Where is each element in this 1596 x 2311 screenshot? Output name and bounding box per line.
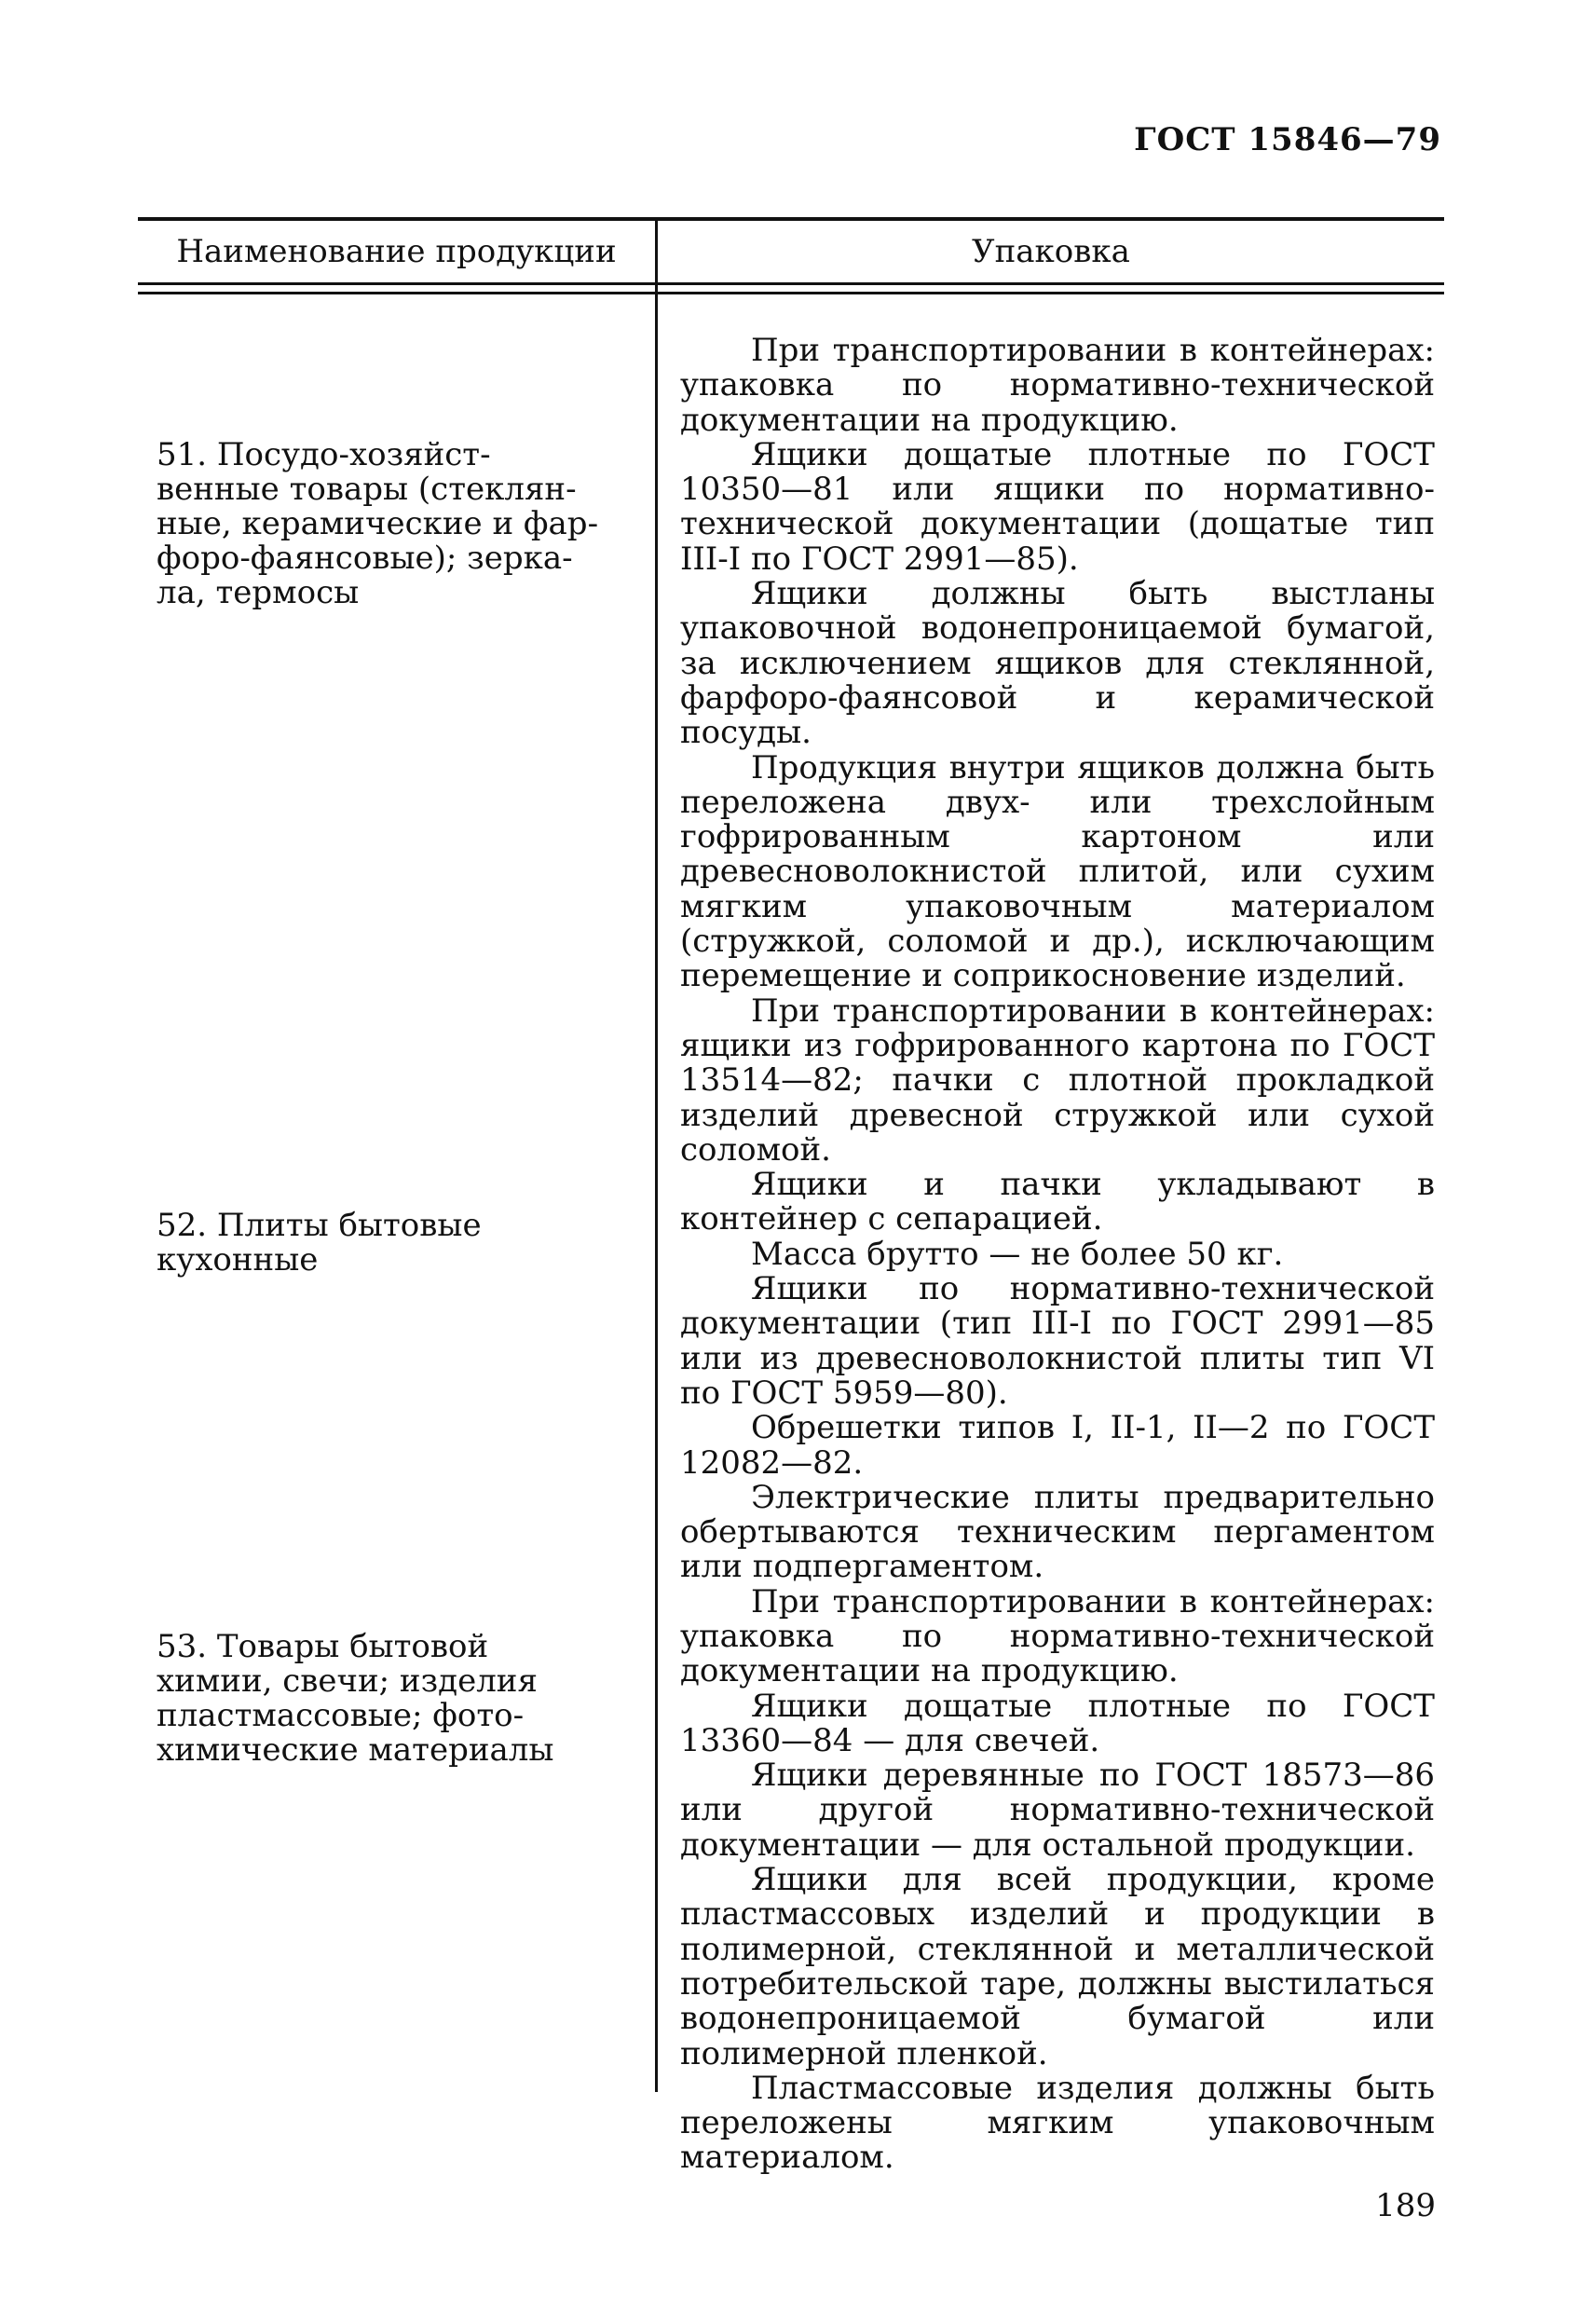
packaging-paragraph: Пластмассовые изделия должны быть переложены мягким упаковочным материалом. (680, 2069, 1435, 2177)
page-number: 189 (1375, 2187, 1436, 2224)
product-line: ла, термосы (157, 574, 360, 611)
packaging-paragraph: Ящики и пачки укладывают в контейнер с сепарацией. (680, 1166, 1435, 1238)
header-double-rule-lower (138, 292, 1444, 294)
table-top-rule (138, 217, 1444, 221)
packaging-paragraph: При транспортировании в контейнерах: упаковка по нормативно-технической документации на продукцию. (680, 1582, 1435, 1690)
product-line: венные товары (стеклян- (157, 471, 577, 508)
product-line: форо-фаянсовые); зерка- (157, 540, 573, 577)
column-header-packaging: Упаковка (972, 233, 1130, 270)
document-code: ГОСТ 15846—79 (1134, 121, 1441, 158)
product-line: ные, керамические и фар- (157, 505, 599, 542)
product-item-53 (157, 1630, 634, 1768)
packaging-paragraph: Ящики дощатые плотные по ГОСТ 13360—84 — для свечей. (680, 1687, 1435, 1759)
packaging-paragraph: Обрешетки типов I, II-1, II—2 по ГОСТ 12082—82. (680, 1409, 1435, 1482)
product-item-51 (157, 438, 634, 610)
product-line: химии, свечи; изделия (157, 1662, 538, 1700)
product-line: химические материалы (157, 1731, 554, 1769)
packaging-paragraph: При транспортировании в контейнерах: упаковка по нормативно-технической документации на продукцию. (680, 332, 1435, 439)
product-line: пластмассовые; фото- (157, 1697, 525, 1734)
product-line: 53. Товары бытовой (157, 1628, 489, 1665)
product-item-52 (157, 1209, 634, 1278)
header-double-rule-upper (138, 282, 1444, 285)
packaging-paragraph: Ящики деревянные по ГОСТ 18573—86 или другой нормативно-технической документации — для остальной продукции. (680, 1757, 1435, 1864)
packaging-paragraph: Масса брутто — не более 50 кг. (751, 1235, 1284, 1273)
product-line: кухонные (157, 1241, 319, 1279)
packaging-paragraph: Ящики дощатые плотные по ГОСТ 10350—81 или ящики по нормативно-технической документации (дощатые тип III-I по ГОСТ 2991—85). (680, 435, 1435, 578)
packaging-column (680, 334, 1435, 2176)
packaging-paragraph: При транспортировании в контейнерах: ящики из гофрированного картона по ГОСТ 13514—82; пачки с плотной прокладкой изделий древесной стружкой или сухой соломой. (680, 991, 1435, 1169)
packaging-paragraph: Ящики должны быть выстланы упаковочной водонепроницаемой бумагой, за исключением ящиков для стеклянной, фарфоро-фаянсовой и керамической посуды. (680, 575, 1435, 752)
product-line: 52. Плиты бытовые (157, 1207, 482, 1244)
packaging-paragraph: Ящики по нормативно-технической документации (тип III-I по ГОСТ 2991—85 или из древесноволокнистой плиты тип VI по ГОСТ 5959—80). (680, 1270, 1435, 1412)
packaging-paragraph: Продукция внутри ящиков должна быть переложена двух- или трехслойным гофрированным картоном или древесноволокнистой плитой, или сухим мягким упаковочным материалом (стружкой, соломой и др.), исключающим перемещение и соприкосновение изделий. (680, 748, 1435, 995)
column-divider (655, 217, 658, 2092)
packaging-paragraph: Ящики для всей продукции, кроме пластмассовых изделий и продукции в полимерной, стеклянной и металлической потребительской таре, должны выстилаться водонепроницаемой бумагой или полимерной пленкой. (680, 1861, 1435, 2072)
column-header-product: Наименование продукции (176, 233, 617, 270)
packaging-paragraph: Электрические плиты предварительно обертываются техническим пергаментом или подпергаментом. (680, 1478, 1435, 1586)
product-line: 51. Посудо-хозяйст- (157, 436, 491, 473)
